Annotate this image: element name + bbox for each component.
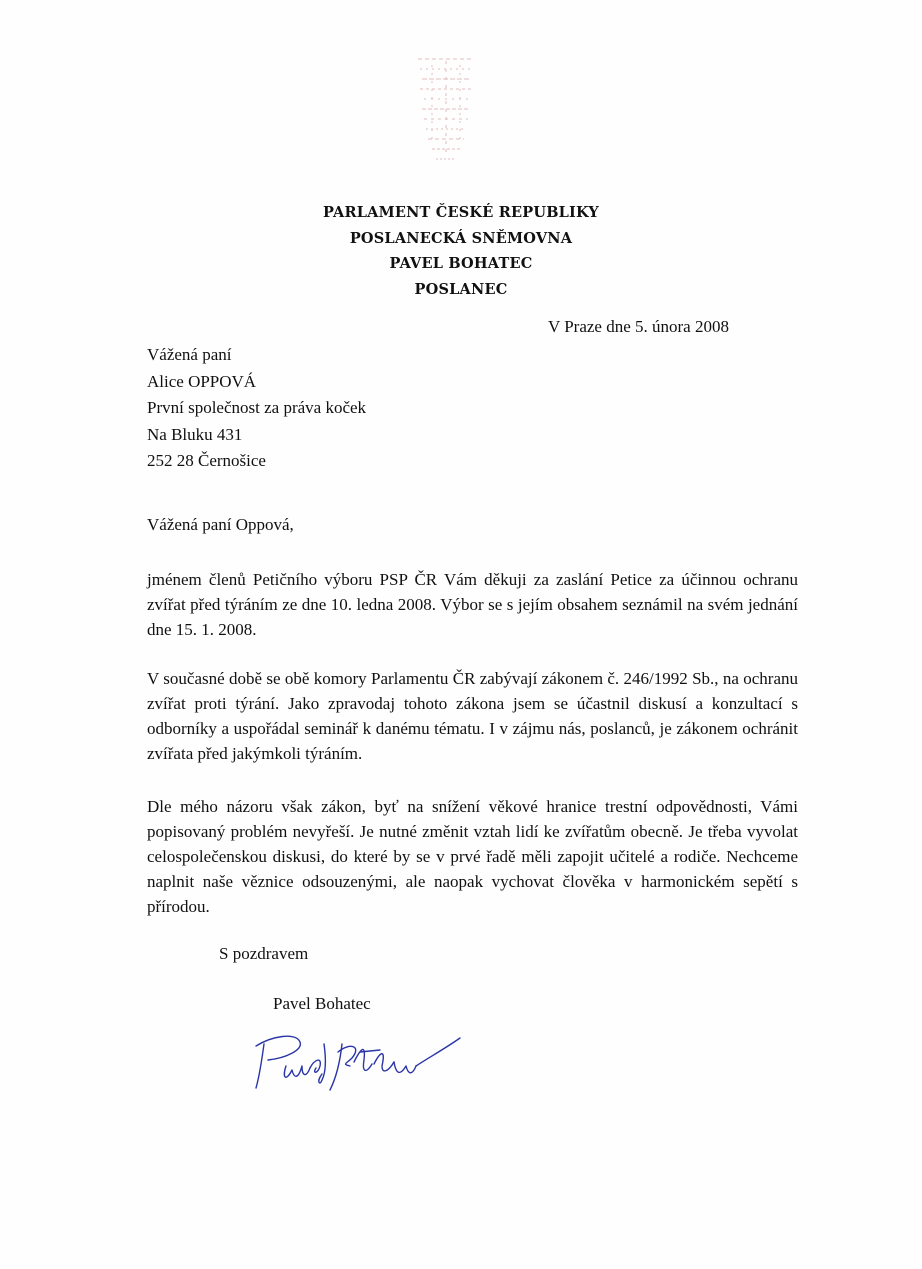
letterhead	[280, 200, 642, 302]
body-paragraph-2: V současné době se obě komory Parlamentu ČR zabývají zákonem č. 246/1992 Sb., na ochranu zvířat proti týrání. Jako zpravodaj tohoto zákona jsem se účastnil diskusí a konzultací s odborníky a uspořádal seminář k danému tématu. I v zájmu nás, poslanců, je zákonem ochránit zvířata před jakýmkoli týráním.	[147, 669, 798, 763]
signer-name: Pavel Bohatec	[273, 994, 371, 1013]
closing: S pozdravem	[219, 944, 309, 963]
recipient-greeting: Vážená paní	[147, 345, 232, 364]
letterhead-title: POSLANEC	[414, 280, 508, 298]
recipient-name: Alice OPPOVÁ	[147, 371, 257, 391]
letter-date: V Praze dne 5. února 2008	[548, 317, 729, 336]
body-paragraph-1: jménem členů Petičního výboru PSP ČR Vám děkuji za zaslání Petice za účinnou ochranu zvířat před týráním ze dne 10. ledna 2008. Výbor se s jejím obsahem seznámil na svém jednání dne 15. 1. 2008.	[147, 570, 798, 639]
recipient-street: Na Bluku 431	[147, 424, 243, 444]
body-paragraph-3: Dle mého názoru však zákon, byť na snížení věkové hranice trestní odpovědnosti, Vámi popisovaný problém nevyřeší. Je nutné změnit vztah lidí ke zvířatům obecně. Je třeba vyvolat celospolečenskou diskusi, do které by se v prvé řadě měli zapojit učitelé a rodiče. Nechceme naplnit naše věznice odsouzenými, ale naopak vychovat člověka v harmonickém sepětí s přírodou.	[147, 797, 798, 916]
letterhead-chamber: POSLANECKÁ SNĚMOVNA	[349, 229, 573, 247]
handwritten-signature	[250, 1022, 465, 1094]
salutation: Vážená paní Oppová,	[147, 515, 294, 534]
letterhead-name: PAVEL BOHATEC	[389, 255, 533, 272]
letterhead-parliament: PARLAMENT ČESKÉ REPUBLIKY	[322, 204, 599, 221]
recipient-organization: První společnost za práva koček	[147, 398, 367, 417]
faint-emblem-watermark	[412, 55, 480, 163]
recipient-city: 252 28 Černošice	[147, 451, 266, 470]
recipient-address	[147, 342, 366, 475]
